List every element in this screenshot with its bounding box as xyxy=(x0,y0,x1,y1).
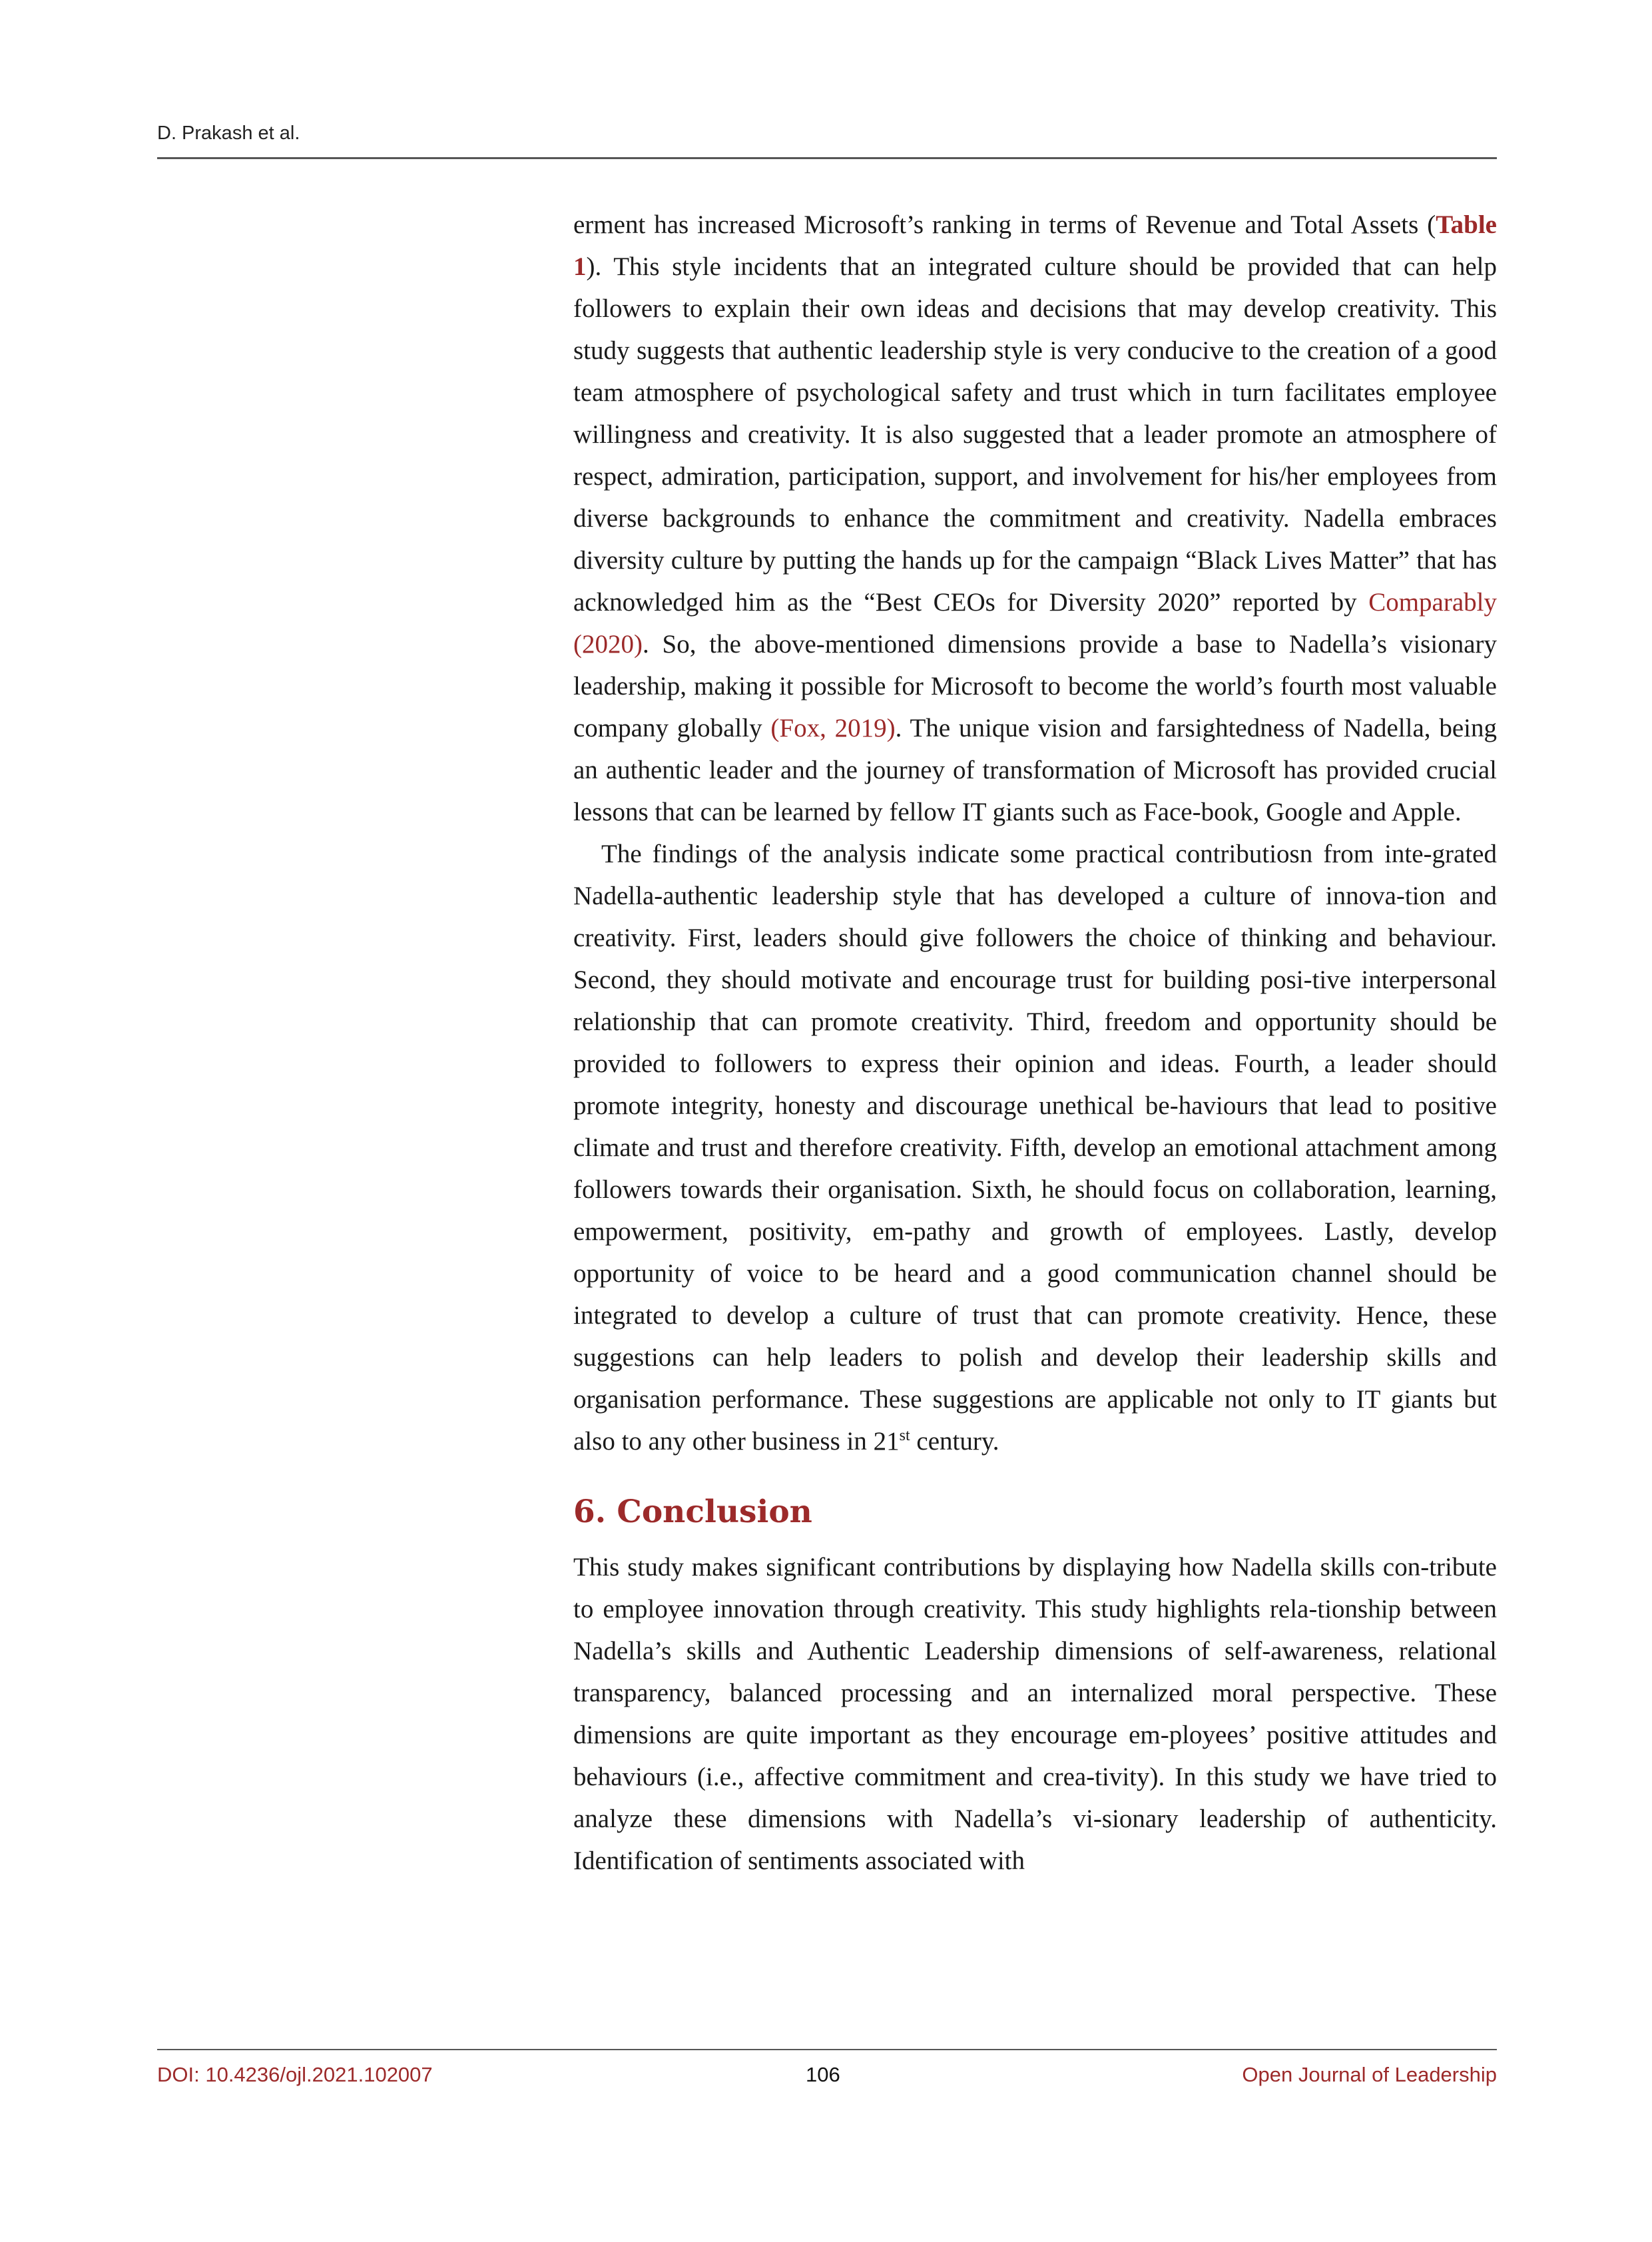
paragraph-1 xyxy=(573,204,1497,833)
paragraph-1-text-c: . So, the above-mentioned dimensions provide a base to Nadella’s visionary leadership, making it possible for Microsoft to become the world’s fourth most valuable company globally xyxy=(573,630,1497,742)
paragraph-1-text-a: erment has increased Microsoft’s ranking in terms of Revenue and Total Assets ( xyxy=(573,210,1436,239)
running-header-author: D. Prakash et al. xyxy=(157,123,300,144)
paragraph-2-text-a: The findings of the analysis indicate some practical contributiosn from inte-grated Nadella-authentic leadership style that has developed a culture of innova-tion and creativity. First, leaders should give followers the choice of thinking and behaviour. Second, they should motivate and encourage trust for building posi-tive interpersonal relationship that can promote creativity. Third, freedom and opportunity should be provided to followers to express their opinion and ideas. Fourth, a leader should promote integrity, honesty and discourage unethical be-haviours that lead to positive climate and trust and therefore creativity. Fifth, develop an emotional attachment among followers towards their organisation. Sixth, he should focus on collaboration, learning, empowerment, positivity, em-pathy and growth of employees. Lastly, develop opportunity of voice to be heard and a good communication channel should be integrated to develop a culture of trust that can promote creativity. Hence, these suggestions can help leaders to polish and develop their leadership skills and organisation performance. These suggestions are applicable not only to IT giants but also to any other business in xyxy=(573,840,1497,1456)
citation-fox-2019[interactable]: (Fox, 2019) xyxy=(770,714,896,742)
paragraph-1-text-d: . The unique vision and farsightedness of Nadella, being an authentic leader and the journey of transformation of Microsoft has provided crucial lessons that can be learned by fellow IT giants such as Face-book, Google and Apple. xyxy=(573,714,1497,826)
century-number: 21 xyxy=(873,1427,900,1456)
footer-page-number: 106 xyxy=(806,2063,840,2086)
header-divider xyxy=(157,157,1497,159)
paragraph-1-text-b: ). This style incidents that an integrated culture should be provided that can help followers to explain their own ideas and decisions that may develop creativity. This study suggests that authentic leadership style is very conducive to the creation of a good team atmosphere of psychological safety and trust which in turn facilitates employee willingness and creativity. It is also suggested that a leader promote an atmosphere of respect, admiration, participation, support, and involvement for his/her employees from diverse backgrounds to enhance the commitment and creativity. Nadella embraces diversity culture by putting the hands up for the campaign “Black Lives Matter” that has acknowledged him as the “Best CEOs for Diversity 2020” reported by xyxy=(573,252,1497,617)
footer-divider xyxy=(157,2049,1497,2050)
section-heading-conclusion: 6. Conclusion xyxy=(573,1494,812,1530)
main-text-column xyxy=(573,204,1497,1882)
table-1-link[interactable]: Table 1 xyxy=(573,210,1497,281)
paragraph-3: This study makes significant contributions by displaying how Nadella skills con-tribute to employee innovation through creativity. This study highlights rela-tionship between Nadella’s skills and Authentic Leadership dimensions of self-awareness, relational transparency, balanced processing and an internalized moral perspective. These dimensions are quite important as they encourage em-ployees’ positive attitudes and behaviours (i.e., affective commitment and crea-tivity). In this study we have tried to analyze these dimensions with Nadella’s vi-sionary leadership of authenticity. Identification of sentiments associated with xyxy=(573,1553,1497,1875)
citation-comparably-2020[interactable]: Comparably (2020) xyxy=(573,588,1497,659)
paragraph-2-text-b: century. xyxy=(910,1427,999,1456)
paragraph-2 xyxy=(573,833,1497,1462)
footer-doi[interactable]: DOI: 10.4236/ojl.2021.102007 xyxy=(157,2063,433,2086)
footer-journal-name[interactable]: Open Journal of Leadership xyxy=(1242,2063,1497,2086)
ordinal-superscript: st xyxy=(899,1427,910,1444)
